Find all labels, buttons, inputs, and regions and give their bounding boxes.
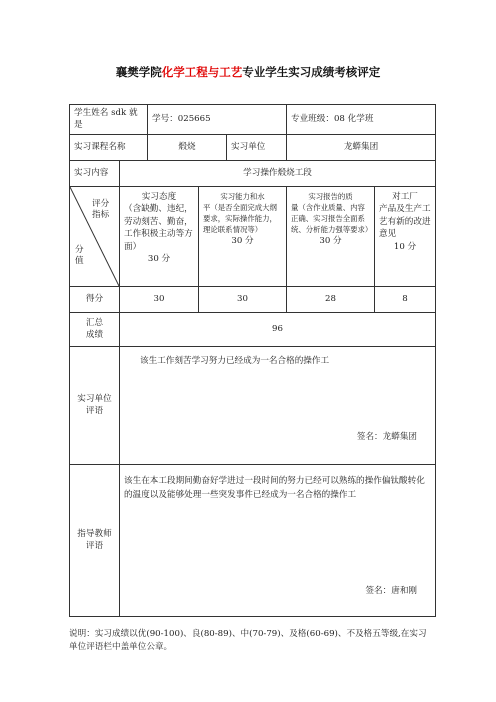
- score-value: 30: [199, 286, 287, 312]
- score-row: [70, 286, 436, 312]
- score-value-label: 分 值: [75, 244, 84, 267]
- unit-comment-cell: [120, 346, 436, 464]
- criterion-report: [287, 186, 375, 286]
- score-label: 得分: [70, 286, 120, 312]
- page-title: [0, 64, 496, 80]
- criterion-title: 对工厂: [392, 191, 418, 202]
- total-value: 96: [120, 312, 436, 346]
- criterion-improvement: [375, 186, 436, 286]
- criterion-score: 30 分: [147, 254, 171, 265]
- criterion-score: 30 分: [231, 236, 254, 247]
- student-row: [70, 105, 436, 135]
- criterion-description: 平（是否全面完成大纲要求，实际操作能力，理论联系情况等）: [203, 203, 277, 235]
- diagonal-header-cell: [70, 186, 120, 286]
- criterion-score: 10 分: [393, 241, 417, 252]
- teacher-comment-cell: [120, 464, 436, 616]
- criterion-description: 量（含作业质量、内容正确、实习报告全面系统、分析能力强等要求）: [291, 203, 373, 235]
- content-label: 实习内容: [70, 160, 120, 186]
- content-row: [70, 160, 436, 186]
- student-name: 学生姓名 sdk 就是: [70, 105, 148, 135]
- unit-comment-row: [70, 346, 436, 464]
- criterion-description: 产品及生产工艺有新的改进意见: [379, 204, 431, 240]
- score-value: 8: [375, 286, 436, 312]
- criterion-attitude: [120, 186, 199, 286]
- criteria-items-label: 评分 指标: [92, 198, 110, 221]
- student-id: 学号：025665: [148, 105, 287, 135]
- course-value: 煅烧: [148, 134, 227, 160]
- title-prefix: 襄樊学院: [115, 65, 162, 79]
- criteria-row: [70, 186, 436, 286]
- criterion-title: 实习态度: [141, 191, 177, 202]
- unit-comment-label: 实习单位 评语: [70, 346, 120, 464]
- unit-value: 龙蟒集团: [287, 134, 436, 160]
- course-label: 实习课程名称: [70, 134, 148, 160]
- unit-comment-text: 该生工作刻苦学习努力已经成为一名合格的操作工: [140, 355, 330, 366]
- course-row: [70, 134, 436, 160]
- title-major: 化学工程与工艺: [161, 65, 243, 79]
- evaluation-form: [69, 104, 436, 617]
- score-value: 28: [287, 286, 375, 312]
- title-suffix: 专业学生实习成绩考核评定: [242, 65, 381, 79]
- unit-signature: 签名：龙蟒集团: [356, 431, 418, 442]
- teacher-comment-text: 该生在本工段期间勤奋好学进过一段时间的努力已经可以熟练的操作偏钛酸转化的温度以及能够处理一些突发事件已经成为一名合格的操作工: [124, 475, 425, 500]
- score-value: 30: [120, 286, 199, 312]
- criterion-description: （含缺勤、违纪，劳动刻苦、勤奋，工作积极主动等方面）: [124, 204, 193, 252]
- teacher-signature: 签名：唐和刚: [365, 585, 418, 596]
- teacher-comment-row: [70, 464, 436, 616]
- criterion-title: 实习报告的质: [308, 191, 353, 201]
- total-label: 汇总 成绩: [70, 312, 120, 346]
- unit-label: 实习单位: [227, 134, 287, 160]
- teacher-comment-label: 指导教师 评语: [70, 464, 120, 616]
- content-value: 学习操作煅烧工段: [120, 160, 436, 186]
- total-row: [70, 312, 436, 346]
- student-class: 专业班级：08 化学班: [287, 105, 436, 135]
- footnote: 说明：实习成绩以优(90-100)、良(80-89)、中(70-79)、及格(60-69)、不及格五等级,在实习单位评语栏中盖单位公章。: [69, 629, 427, 653]
- criterion-score: 30 分: [319, 236, 342, 247]
- criterion-title: 实习能力和水: [220, 191, 265, 201]
- criterion-ability: [199, 186, 287, 286]
